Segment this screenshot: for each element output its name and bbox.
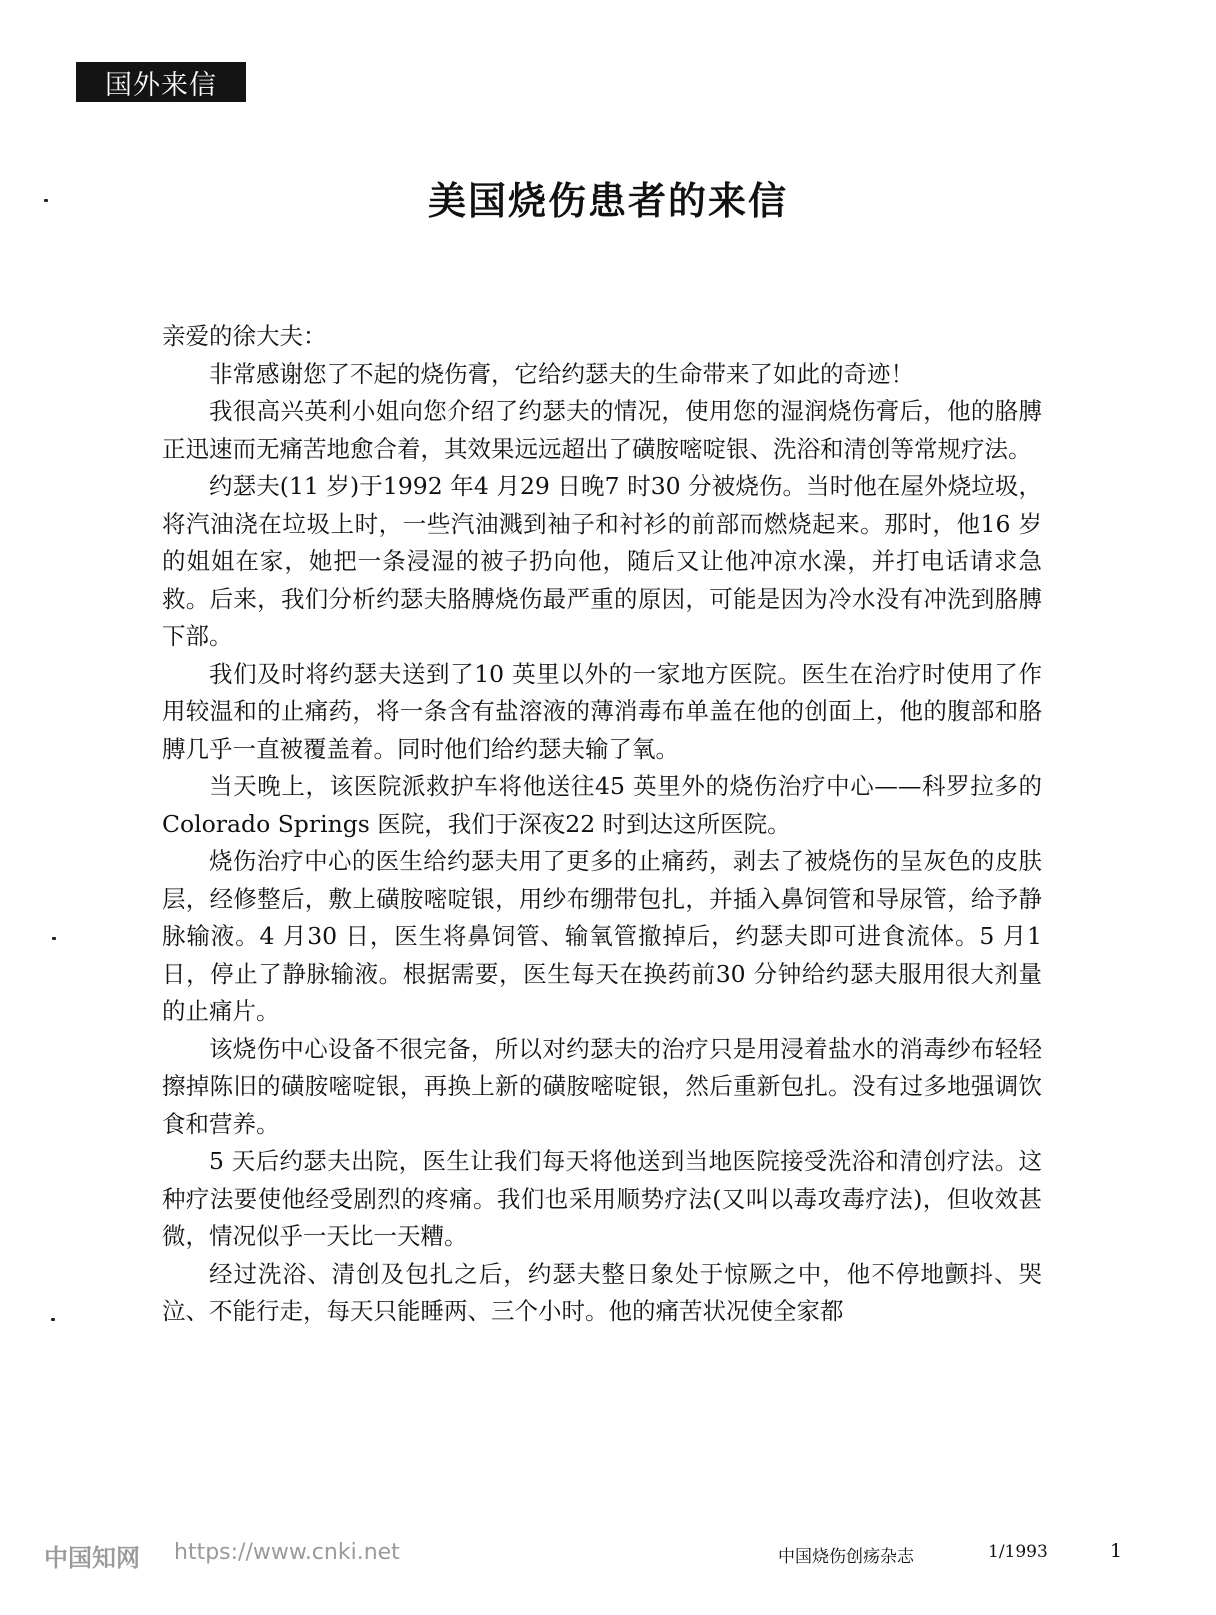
scan-speck xyxy=(44,199,48,202)
issue-number: 1/1993 xyxy=(988,1542,1048,1562)
salutation: 亲爱的徐大夫： xyxy=(162,322,327,350)
paragraph: 我很高兴英利小姐向您介绍了约瑟夫的情况，使用您的湿润烧伤膏后，他的胳膊正迅速而无痛苦地愈合着，其效果远远超出了磺胺嘧啶银、洗浴和清创等常规疗法。 xyxy=(162,397,1042,463)
journal-name: 中国烧伤创疡杂志 xyxy=(778,1547,914,1567)
article-title: 美国烧伤患者的来信 xyxy=(427,179,788,223)
paragraph: 经过洗浴、清创及包扎之后，约瑟夫整日象处于惊厥之中，他不停地颤抖、哭泣、不能行走，每天只能睡两、三个小时。他的痛苦状况使全家都 xyxy=(162,1259,1042,1325)
paragraph: 约瑟夫(11 岁)于1992 年4 月29 日晚7 时30 分被烧伤。当时他在屋外烧垃圾，将汽油浇在垃圾上时，一些汽油溅到袖子和衬衫的前部而燃烧起来。那时，他16 岁的姐姐在家，她把一条浸湿的被子扔向他，随后又让他冲凉水澡，并打电话请求急救。后来，我们分析约瑟夫胳膊烧伤最严重的原因，可能是因为冷水没有冲洗到胳膊下部。 xyxy=(162,472,1042,650)
paragraph: 我们及时将约瑟夫送到了10 英里以外的一家地方医院。医生在治疗时使用了作用较温和的止痛药，将一条含有盐溶液的薄消毒布单盖在他的创面上，他的腹部和胳膊几乎一直被覆盖着。同时他们给约瑟夫输了氧。 xyxy=(162,659,1042,763)
watermark-url: https://www.cnki.net xyxy=(174,1540,400,1565)
paragraph: 该烧伤中心设备不很完备，所以对约瑟夫的治疗只是用浸着盐水的消毒纱布轻轻擦掉陈旧的磺胺嘧啶银，再换上新的磺胺嘧啶银，然后重新包扎。没有过多地强调饮食和营养。 xyxy=(162,1034,1042,1138)
scan-speck xyxy=(52,937,56,940)
watermark-logo: 中国知网 xyxy=(44,1544,140,1572)
page-number: 1 xyxy=(1110,1540,1123,1562)
scan-speck xyxy=(51,1318,55,1321)
paragraph: 5 天后约瑟夫出院，医生让我们每天将他送到当地医院接受洗浴和清创疗法。这种疗法要使他经受剧烈的疼痛。我们也采用顺势疗法(又叫以毒攻毒疗法)，但收效甚微，情况似乎一天比一天糟。 xyxy=(162,1147,1042,1250)
paragraph: 烧伤治疗中心的医生给约瑟夫用了更多的止痛药，剥去了被烧伤的呈灰色的皮肤层，经修整后，敷上磺胺嘧啶银，用纱布绷带包扎，并插入鼻饲管和导尿管，给予静脉输液。4 月30 日，医生将鼻饲管、输氧管撤掉后，约瑟夫即可进食流体。5 月1 日，停止了静脉输液。根据需要，医生每天在换药前30 分钟给约瑟夫服用很大剂量的止痛片。 xyxy=(162,847,1042,1025)
column-tag: 国外来信 xyxy=(76,62,246,102)
paragraph: 非常感谢您了不起的烧伤膏，它给约瑟夫的生命带来了如此的奇迹！ xyxy=(209,359,914,388)
letter-body xyxy=(162,318,1042,1331)
paragraph: 当天晚上，该医院派救护车将他送往45 英里外的烧伤治疗中心——科罗拉多的Colorado Springs 医院，我们于深夜22 时到达这所医院。 xyxy=(162,772,1042,838)
page-footer xyxy=(0,1538,1216,1578)
